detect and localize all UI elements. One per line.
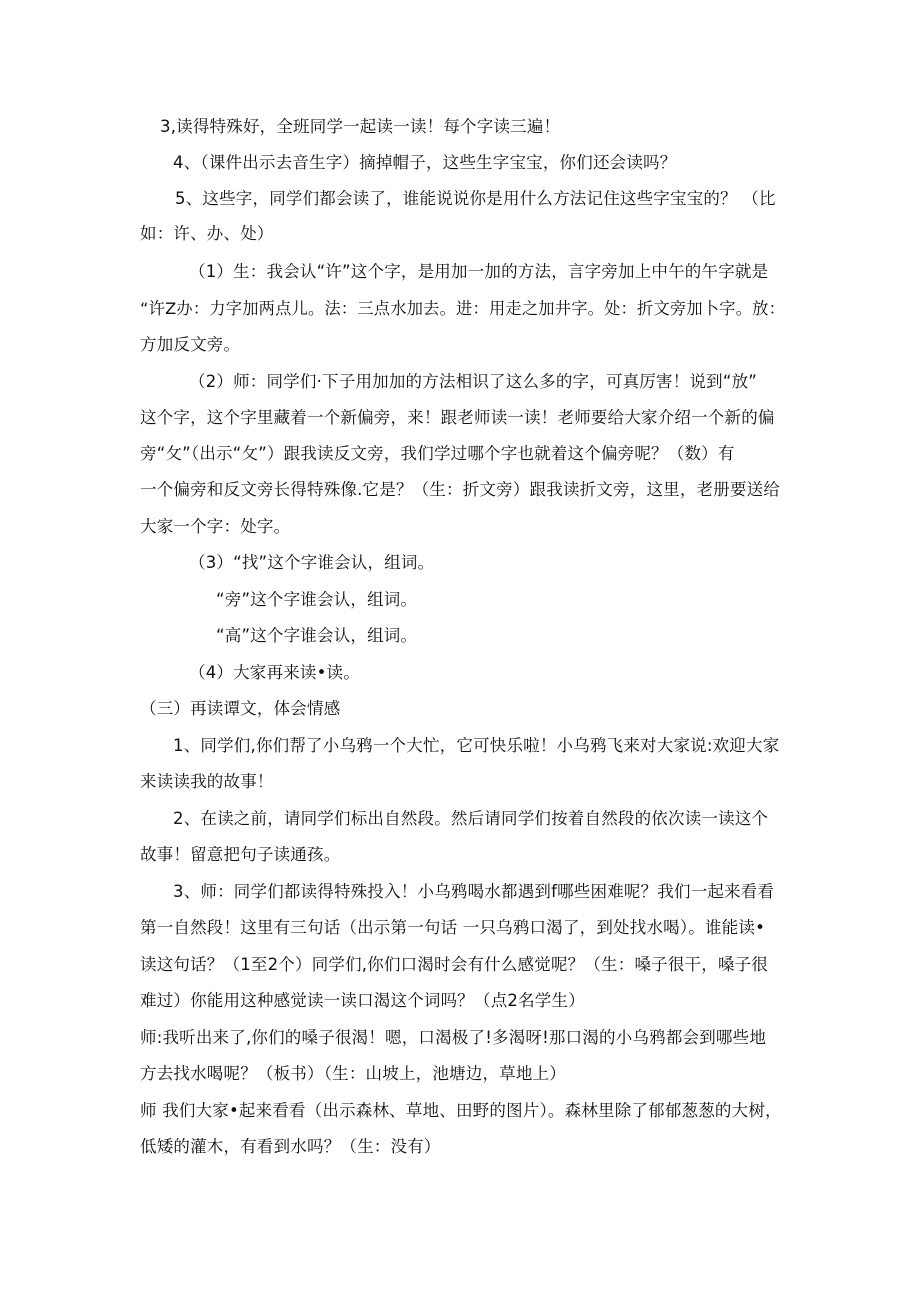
text-line: （4）大家再来读•读。 xyxy=(189,663,360,682)
section-heading: （三）再读谭文，体会情感 xyxy=(140,699,341,718)
text-line: 方加反文旁。 xyxy=(140,335,241,354)
text-line: 师:我听出来了,你们的嗓子很渴！嗯，口渴极了!多渴呀!那口渴的小乌鸦都会到哪些地 xyxy=(140,1028,767,1047)
text-line: 故事！留意把句子读通孩。 xyxy=(140,845,341,864)
text-line: 大家一个字：处字。 xyxy=(140,517,291,536)
text-line: 这个字，这个字里藏着一个新偏旁，来！跟老师读一读！老师要给大家介绍一个新的偏 xyxy=(140,408,775,427)
text-line: （1）生：我会认“许”这个字，是用加一加的方法，言字旁加上中午的午字就是 xyxy=(189,262,769,281)
text-line: 方去找水喝呢？（板书）（生：山坡上，池塘边，草地上） xyxy=(140,1064,566,1083)
text-line: 4、（课件出示去音生字）摘掉帽子，这些生字宝宝，你们还会读吗？ xyxy=(173,153,677,172)
text-line: 如：许、办、处） xyxy=(140,224,274,243)
text-line: 5、这些字，同学们都会读了，谁能说说你是用什么方法记住这些字宝宝的？ （比 xyxy=(175,189,776,208)
text-line: 一个偏旁和反文旁长得特殊像.它是？（生：折文旁）跟我读折文旁，这里，老册要送给 xyxy=(140,480,781,499)
text-line: “高”这个字谁会认，组词。 xyxy=(216,626,418,645)
text-line: （3）“找”这个字谁会认，组词。 xyxy=(189,553,435,572)
text-line: 2、在读之前，请同学们标出自然段。然后请同学们按着自然段的依次读一读这个 xyxy=(173,809,769,828)
text-line: 第一自然段！这里有三句话（出示第一句话 一只乌鸦口渴了，到处找水喝）。谁能读• xyxy=(140,918,766,937)
text-line: （2）师：同学们·下子用加加的方法相识了这么多的字，可真厉害！说到“放” xyxy=(189,372,758,391)
text-line: 来读读我的故事！ xyxy=(140,772,274,791)
text-line: 读这句话？（1至2个）同学们,你们口渴时会有什么感觉呢？（生：嗓子很干，嗓子很 xyxy=(140,955,769,974)
text-line: “旁”这个字谁会认，组词。 xyxy=(216,590,418,609)
text-line: 低矮的灌木，有看到水吗？（生：没有） xyxy=(140,1137,441,1156)
text-line: 3,读得特殊好，全班同学一起读一读！每个字读三遍！ xyxy=(160,117,561,136)
text-line: “许Z办：力字加两点儿。法：三点水加去。进：用走之加井字。处：折文旁加卜字。放： xyxy=(140,299,786,318)
text-line: 3、师：同学们都读得特殊投入！小乌鸦喝水都遇到f哪些困难呢？我们一起来看看 xyxy=(173,882,775,901)
text-line: 难过）你能用这种感觉读一读口渴这个词吗？（点2名学生） xyxy=(140,991,585,1010)
text-line: 1、同学们,你们帮了小乌鸦一个大忙，它可快乐啦！小乌鸦飞来对大家说:欢迎大家 xyxy=(173,736,780,755)
text-line: 旁“攵”（出示“攵”）跟我读反文旁，我们学过哪个字也就着这个偏旁呢？（数）有 xyxy=(140,444,735,463)
text-line: 师 我们大家•起来看看（出示森林、草地、田野的图片）。森林里除了郁郁葱葱的大树， xyxy=(140,1101,782,1120)
